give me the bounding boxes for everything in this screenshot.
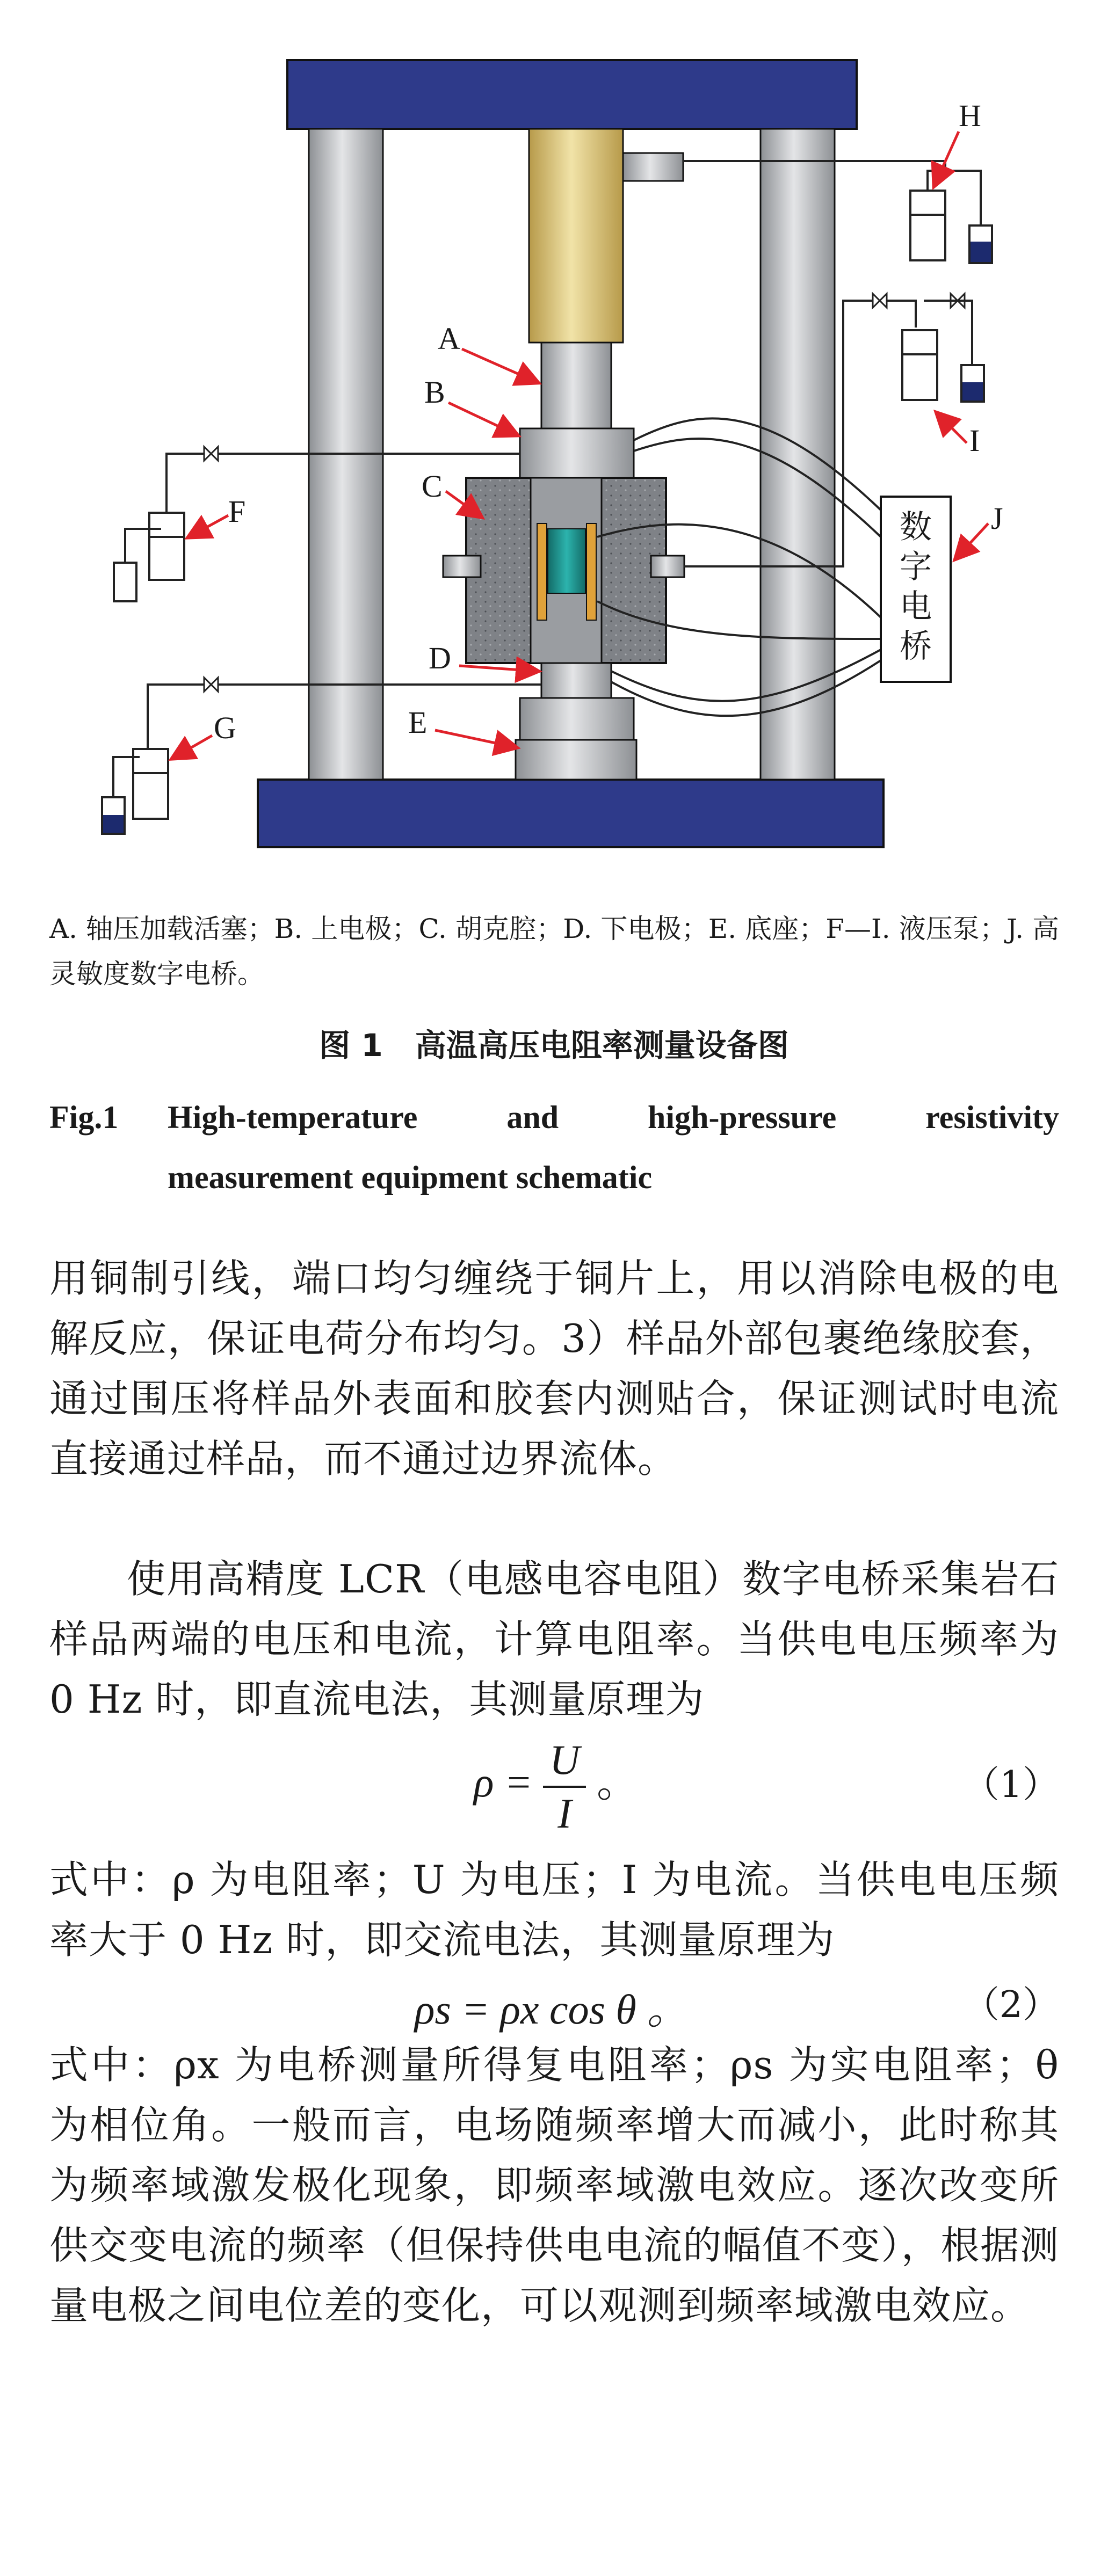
- bottom-crossbeam: [258, 780, 883, 847]
- bridge-char-1: 数: [900, 508, 932, 546]
- paragraph-4-text: 式中：ρx 为电桥测量所得复电阻率；ρs 为实电阻率；θ 为相位角。一般而言，电场随频率增大而减小，此时称其为频率域激发极化现象，即频率域激电效应。逐次改变所供交变电流的频率（但保持供电电流的幅值不变），根据测量电极之间电位差的变化，可以观测到频率域激电效应。: [49, 2042, 1059, 2328]
- caption-en-line1: High-temperature and high-pressure resistivity: [168, 1100, 1059, 1135]
- bridge-char-2: 字: [900, 548, 932, 586]
- label-e: E: [408, 705, 428, 740]
- sample-electrode-left: [537, 523, 547, 620]
- figure-caption-zh: [0, 1020, 1108, 1065]
- pump-g: [102, 714, 168, 834]
- label-i: I: [969, 423, 980, 458]
- equation-1-lhs: ρ =: [474, 1758, 533, 1806]
- label-g: G: [214, 710, 236, 745]
- label-j: J: [991, 501, 1003, 536]
- equation-2-body: ρs = ρx cos θ 。: [415, 1986, 689, 2033]
- equation-2-number: （2）: [962, 1984, 1059, 2026]
- label-d: D: [429, 641, 451, 675]
- equation-1: [49, 1734, 1059, 1842]
- equation-1-body: [474, 1734, 639, 1839]
- caption-en-line2: measurement equipment schematic: [168, 1160, 653, 1195]
- piston-side-port: [623, 153, 683, 181]
- body-paragraph-1: [49, 1248, 1059, 1489]
- bridge-char-4: 桥: [900, 628, 932, 665]
- equation-1-numerator: U: [543, 1734, 586, 1788]
- equation-1-fraction: [543, 1734, 586, 1839]
- pump-i: [902, 301, 984, 402]
- paragraph-2-text: 使用高精度 LCR（电感电容电阻）数字电桥采集岩石样品两端的电压和电流，计算电阻率。当供电电压频率为 0 Hz 时，即直流电法，其测量原理为: [49, 1556, 1059, 1722]
- caption-zh-text: 高温高压电阻率测量设备图: [415, 1027, 789, 1064]
- bridge-char-3: 电: [900, 588, 932, 625]
- lower-electrode: [541, 663, 611, 701]
- paragraph-3-text: 式中：ρ 为电阻率；U 为电压；I 为电流。当供电电压频率大于 0 Hz 时，即交流电法，其测量原理为: [49, 1857, 1059, 1962]
- label-h: H: [959, 98, 981, 133]
- piston-cylinder: [529, 129, 623, 343]
- paragraph-1-text: 用铜制引线，端口均匀缠绕于铜片上，用以消除电极的电解反应，保证电荷分布均匀。3）样品外部包裹绝缘胶套，通过围压将样品外表面和胶套内测贴合，保证测试时电流直接通过样品，而不通过边界流体。: [49, 1256, 1059, 1481]
- right-column: [761, 129, 835, 780]
- figure-legend: A. 轴压加载活塞；B. 上电极；C. 胡克腔；D. 下电极；E. 底座；F—I. 液压泵；J. 高灵敏度数字电桥。: [49, 913, 1059, 989]
- label-b: B: [424, 375, 445, 410]
- equipment-schematic: [0, 0, 1108, 881]
- equation-1-number: （1）: [962, 1764, 1059, 1806]
- sample-electrode-right: [586, 523, 596, 620]
- equation-1-tail: 。: [596, 1758, 639, 1807]
- upper-electrode: [520, 428, 634, 478]
- body-paragraph-3: [49, 1850, 1059, 1970]
- equation-2: [49, 1976, 1059, 2035]
- equation-1-denominator: I: [557, 1790, 572, 1837]
- label-c: C: [422, 469, 443, 504]
- label-a: A: [438, 321, 460, 356]
- pump-f: [114, 483, 184, 601]
- caption-en-label: Fig.1: [49, 1100, 119, 1135]
- caption-zh-number: 图 1: [319, 1027, 383, 1064]
- piston-rod: [541, 343, 611, 428]
- rock-sample: [548, 529, 585, 593]
- top-crossbeam: [287, 60, 857, 129]
- body-paragraph-2: [49, 1549, 1059, 1729]
- base: [516, 740, 636, 780]
- label-f: F: [228, 494, 246, 529]
- cell-port-right: [651, 556, 684, 577]
- cell-port-left: [443, 556, 481, 577]
- body-paragraph-4: [49, 2035, 1059, 2335]
- pump-h: [910, 171, 992, 263]
- lower-platen: [520, 698, 634, 740]
